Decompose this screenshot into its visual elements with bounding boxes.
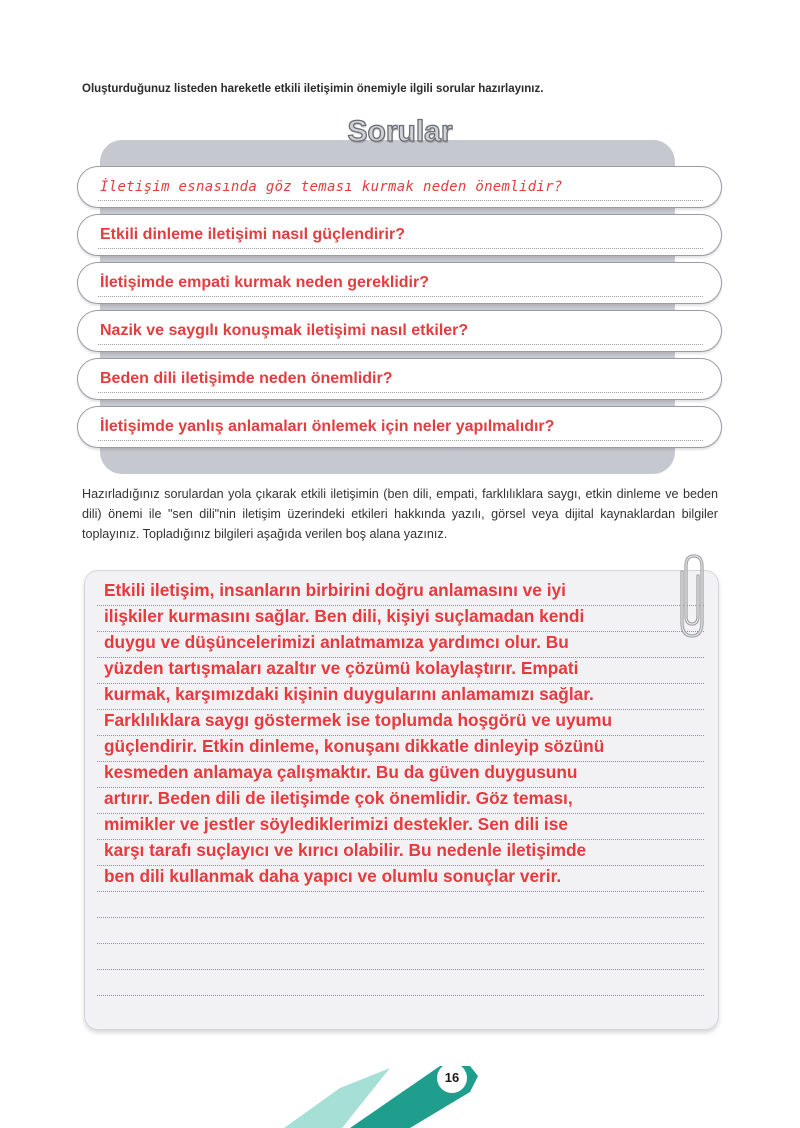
instruction-text: Oluşturduğunuz listeden hareketle etkili iletişimin önemiyle ilgili sorular hazırlayınız. (82, 83, 544, 95)
question-row (77, 358, 722, 400)
ruled-line (97, 995, 704, 996)
page-number: 16 (444, 1070, 460, 1085)
dotted-line (98, 440, 703, 441)
footer-decoration (0, 1048, 800, 1128)
question-text: Etkili dinleme iletişimi nasıl güçlendirir? (100, 226, 405, 243)
answer-line: kurmak, karşımızdaki kişinin duygularını anlamamızı sağlar. (104, 684, 594, 704)
dotted-line (98, 392, 703, 393)
answer-line: Etkili iletişim, insanların birbirini doğru anlamasını ve iyi (104, 580, 566, 600)
answer-line: kesmeden anlamaya çalışmaktır. Bu da güven duygusunu (104, 762, 578, 782)
dotted-line (98, 344, 703, 345)
section-title-sorular: Sorular (347, 115, 453, 148)
ruled-line (97, 917, 704, 918)
answer-line: mimikler ve jestler söylediklerimizi destekler. Sen dili ise (104, 814, 568, 834)
dotted-line (98, 248, 703, 249)
dotted-line (98, 296, 703, 297)
question-row (77, 406, 722, 448)
ruled-line (97, 943, 704, 944)
ruled-line (97, 969, 704, 970)
question-text: İletişim esnasında göz teması kurmak neden önemlidir? (100, 179, 563, 195)
answer-line: güçlendirir. Etkin dinleme, konuşanı dikkatle dinleyip sözünü (104, 736, 605, 756)
answer-line: duygu ve düşüncelerimizi anlatmamıza yardımcı olur. Bu (104, 632, 569, 652)
dotted-line (98, 200, 703, 201)
question-text: Beden dili iletişimde neden önemlidir? (100, 370, 393, 387)
question-row (77, 166, 722, 208)
answer-line: yüzden tartışmaları azaltır ve çözümü kolaylaştırır. Empati (104, 658, 579, 678)
answer-line: Farklılıklara saygı göstermek ise toplumda hoşgörü ve uyumu (104, 710, 613, 730)
question-text: İletişimde empati kurmak neden gereklidir? (100, 274, 429, 291)
answer-line: ilişkiler kurmasını sağlar. Ben dili, kişiyi suçlamadan kendi (104, 606, 585, 626)
question-text: Nazik ve saygılı konuşmak iletişimi nasıl etkiler? (100, 322, 469, 339)
paperclip-icon (668, 552, 714, 642)
question-row (77, 262, 722, 304)
question-row (77, 214, 722, 256)
question-text: İletişimde yanlış anlamaları önlemek için neler yapılmalıdır? (100, 418, 555, 435)
answer-line: karşı tarafı suçlayıcı ve kırıcı olabilir. Bu nedenle iletişimde (104, 840, 587, 860)
answer-line: ben dili kullanmak daha yapıcı ve olumlu sonuçlar verir. (104, 866, 562, 886)
answer-line: artırır. Beden dili de iletişimde çok önemlidir. Göz teması, (104, 788, 573, 808)
question-row (77, 310, 722, 352)
ruled-line (97, 891, 704, 892)
instruction-paragraph: Hazırladığınız sorulardan yola çıkarak etkili iletişimin (ben dili, empati, farklılıklara saygı, etkin dinleme ve beden dili) önemi ile "sen dili"nin iletişim üzerindeki etkileri hakkında yazılı, görsel veya dijital kaynaklardan bilgiler toplayınız. Topladığınız bilgileri aşağıda verilen boş alana yazınız. (82, 487, 718, 541)
